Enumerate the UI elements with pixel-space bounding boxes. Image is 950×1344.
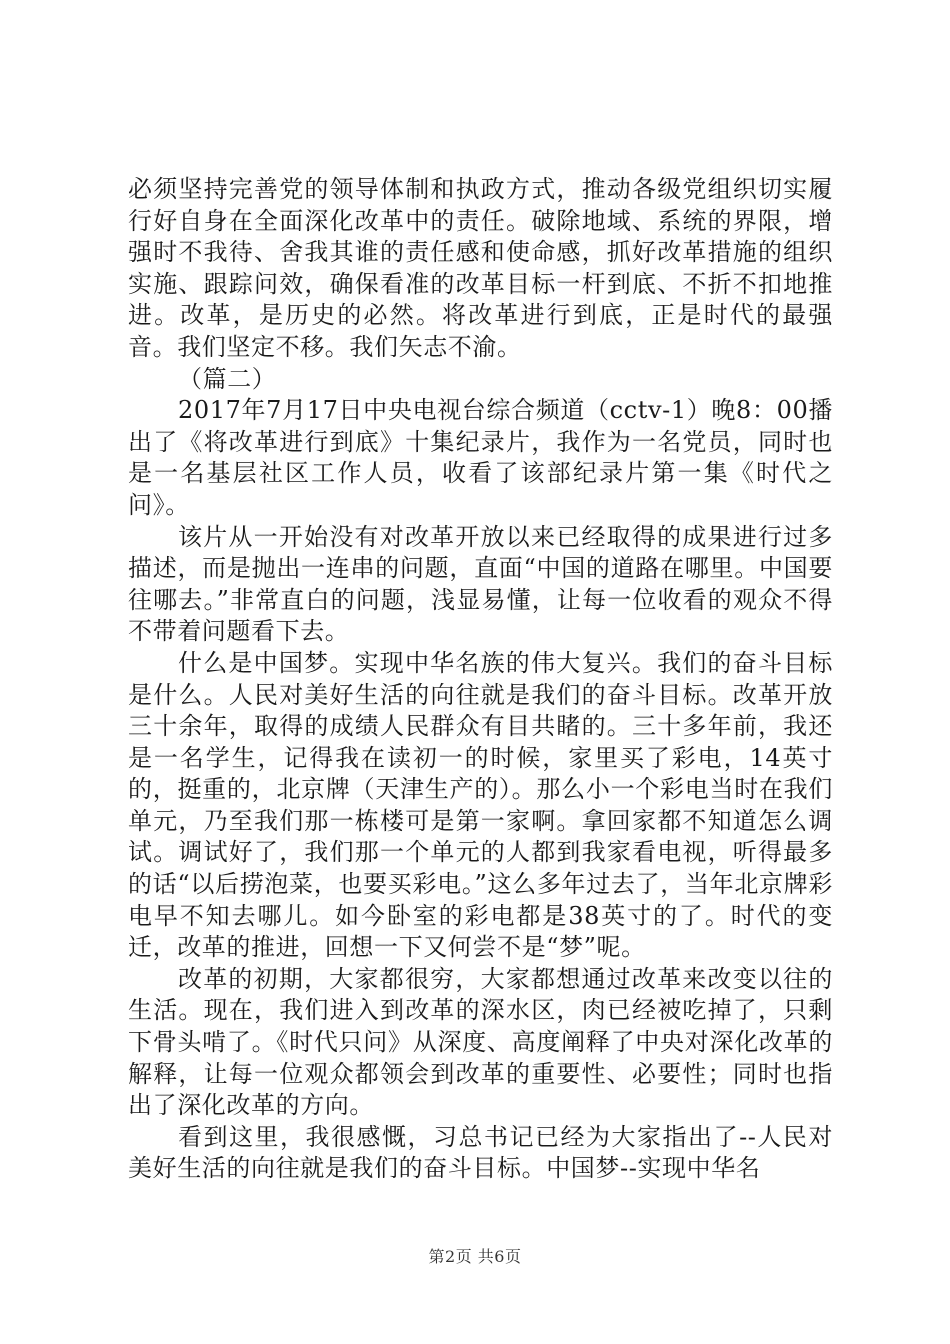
section-heading: （篇二） [178,364,277,393]
paragraph: 什么是中国梦。实现中华名族的伟大复兴。我们的奋斗目标是什么。人民对美好生活的向往就是我们的奋斗目标。改革开放三十余年，取得的成绩人民群众有目共睹的。三十多年前，我还是一名学生，记得我在读初一的时候，家里买了彩电，14英寸的，挺重的，北京牌（天津生产的）。那么小一个彩电当时在我们单元，乃至我们那一栋楼可是第一家啊。拿回家都不知道怎么调试。调试好了，我们那一个单元的人都到我家看电视，听得最多的话“以后捞泡菜，也要买彩电。”这么多年过去了，当年北京牌彩电早不知去哪儿。如今卧室的彩电都是38英寸的了。时代的变迁，改革的推进，回想一下又何尝不是“梦”呢。 [128,648,833,962]
page-footer: 第2页 共6页 [428,1247,522,1266]
paragraph: 该片从一开始没有对改革开放以来已经取得的成果进行过多描述，而是抛出一连串的问题，直面“中国的道路在哪里。中国要往哪去。”非常直白的问题，浅显易懂，让每一位收看的观众不得不带着问题看下去。 [128,522,833,646]
paragraph: 2017年7月17日中央电视台综合频道（cctv-1）晚8：00播出了《将改革进行到底》十集纪录片，我作为一名党员，同时也是一名基层社区工作人员，收看了该部纪录片第一集《时代之问》。 [128,396,833,519]
paragraph: 看到这里，我很感慨，习总书记已经为大家指出了--人民对美好生活的向往就是我们的奋斗目标。中国梦--实现中华名 [128,1122,833,1183]
paragraph-continuation: 必须坚持完善党的领导体制和执政方式，推动各级党组织切实履行好自身在全面深化改革中的责任。破除地域、系统的界限，增强时不我待、舍我其谁的责任感和使命感，抓好改革措施的组织实施、跟踪问效，确保看准的改革目标一杆到底、不折不扣地推进。改革，是历史的必然。将改革进行到底，正是时代的最强音。我们坚定不移。我们矢志不渝。 [128,175,833,361]
paragraph: 改革的初期，大家都很穷，大家都想通过改革来改变以往的生活。现在，我们进入到改革的深水区，肉已经被吃掉了，只剩下骨头啃了。《时代只问》从深度、高度阐释了中央对深化改革的解释，让每一位观众都领会到改革的重要性、必要性；同时也指出了深化改革的方向。 [128,964,833,1120]
document-body [128,174,833,1185]
